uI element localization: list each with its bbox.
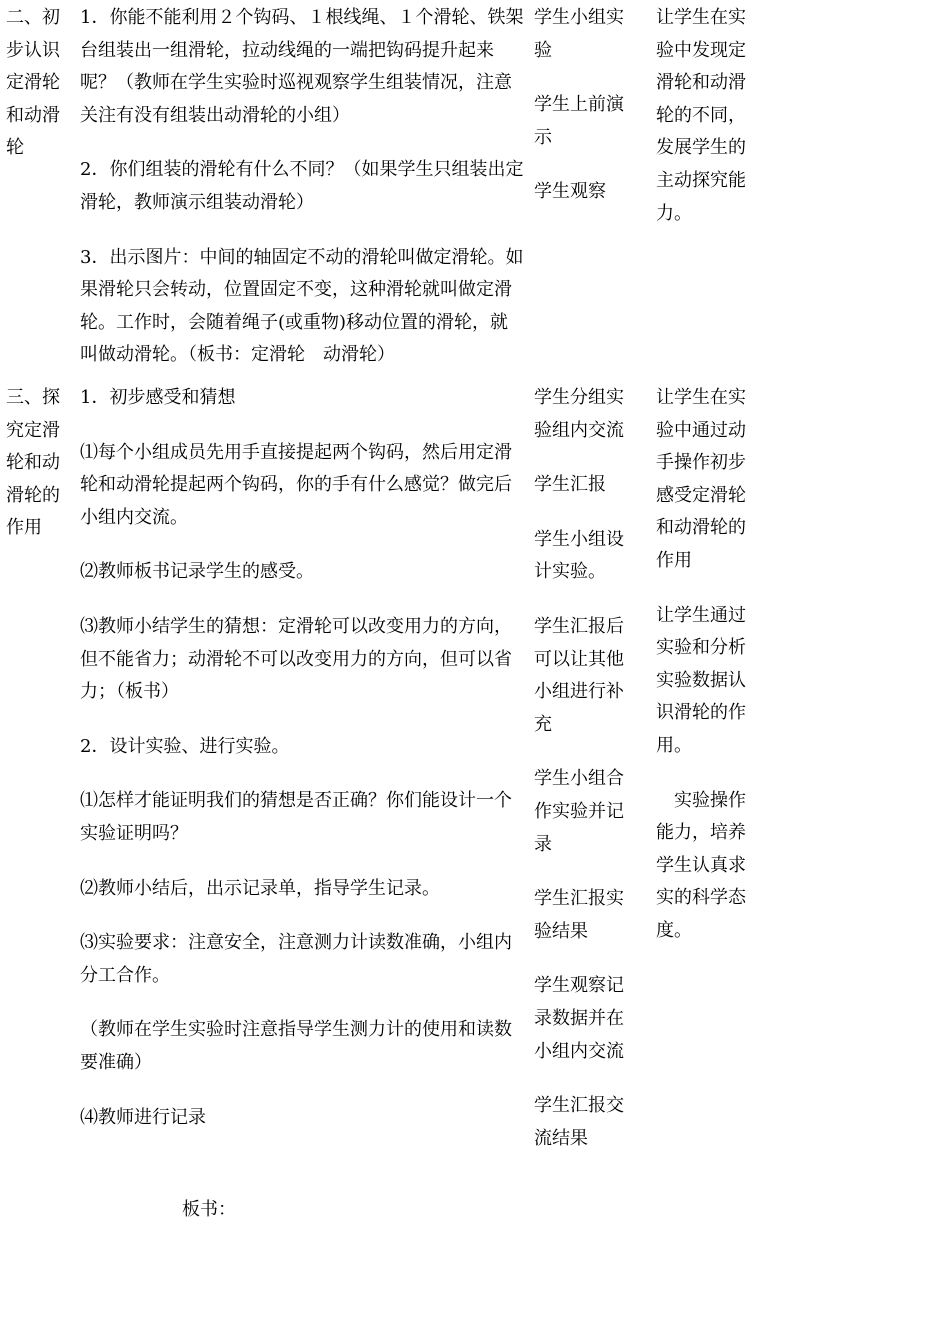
teacher-paragraph: ⑶实验要求：注意安全，注意测力计读数准确，小组内分工合作。 [80,932,512,986]
teacher-activity-cell [80,2,525,372]
student-item: 学生汇报后可以让其他小组进行补充 [534,615,624,735]
teacher-activity-cell [80,382,525,1156]
student-item: 学生汇报实验结果 [534,888,624,942]
intent-paragraph: 让学生通过实验和分析实验数据认识滑轮的作用。 [656,604,746,756]
teacher-paragraph: ⑵教师板书记录学生的感受。 [80,561,314,583]
teacher-paragraph: 1．初步感受和猜想 [80,387,236,408]
student-item: 学生汇报交流结果 [534,1095,624,1149]
stage-label: 二、初步认识定滑轮和动滑轮 [6,7,60,159]
board-writing-label: 板书： [182,1199,236,1220]
teacher-paragraph: ⑶教师小结学生的猜想：定滑轮可以改变用力的方向，但不能省力；动滑轮不可以改变用力的方向，但可以省力；（板书） [80,615,512,703]
student-item: 学生汇报 [534,474,606,496]
teacher-paragraph: 2．设计实验、进行实验。 [80,735,290,757]
student-item: 学生小组设计实验。 [534,528,624,583]
intent-paragraph: 让学生在实验中发现定滑轮和动滑轮的不同，发展学生的主动探究能力。 [656,7,746,224]
teacher-paragraph: （教师在学生实验时注意指导学生测力计的使用和读数要准确） [80,1019,512,1073]
teacher-paragraph: ⑴怎样才能证明我们的猜想是否正确？你们能设计一个实验证明吗？ [80,790,512,844]
stage-label: 三、探究定滑轮和动滑轮的作用 [6,387,60,539]
intent-paragraph: 让学生在实验中通过动手操作初步感受定滑轮和动滑轮的作用 [656,387,746,571]
teacher-paragraph: ⑵教师小结后，出示记录单，指导学生记录。 [80,877,440,899]
design-intent-cell [656,2,760,230]
student-item: 学生小组合作实验并记录 [534,768,624,855]
student-item: 学生观察 [534,181,606,203]
stage-cell [6,382,68,545]
teacher-paragraph: 3．出示图片：中间的轴固定不动的滑轮叫做定滑轮。如果滑轮只会转动，位置固定不变，这种滑轮就叫做定滑轮。工作时，会随着绳子(或重物)移动位置的滑轮，就叫做动滑轮。（板书：定滑轮 动滑轮） [80,246,524,366]
student-activity-cell [534,382,638,1177]
teacher-paragraph: ⑷教师进行记录 [80,1106,206,1128]
student-activity-cell [534,2,638,231]
intent-paragraph: 实验操作能力，培养学生认真求实的科学态度。 [656,789,746,941]
student-item: 学生小组实验 [534,7,624,61]
student-item: 学生分组实验组内交流 [534,387,624,441]
student-item: 学生观察记录数据并在小组内交流 [534,975,624,1062]
teacher-paragraph: 1．你能不能利用２个钩码、１根线绳、１个滑轮、铁架台组装出一组滑轮，拉动线绳的一端把钩码提升起来呢？（教师在学生实验时巡视观察学生组装情况，注意关注有没有组装出动滑轮的小组） [80,7,524,126]
student-item: 学生上前演示 [534,94,624,148]
stage-cell [6,2,68,165]
teacher-paragraph: 2．你们组装的滑轮有什么不同？（如果学生只组装出定滑轮，教师演示组装动滑轮） [80,159,524,213]
teacher-paragraph: ⑴每个小组成员先用手直接提起两个钩码，然后用定滑轮和动滑轮提起两个钩码，你的手有什么感觉？做完后小组内交流。 [80,441,512,528]
design-intent-cell [656,382,760,970]
